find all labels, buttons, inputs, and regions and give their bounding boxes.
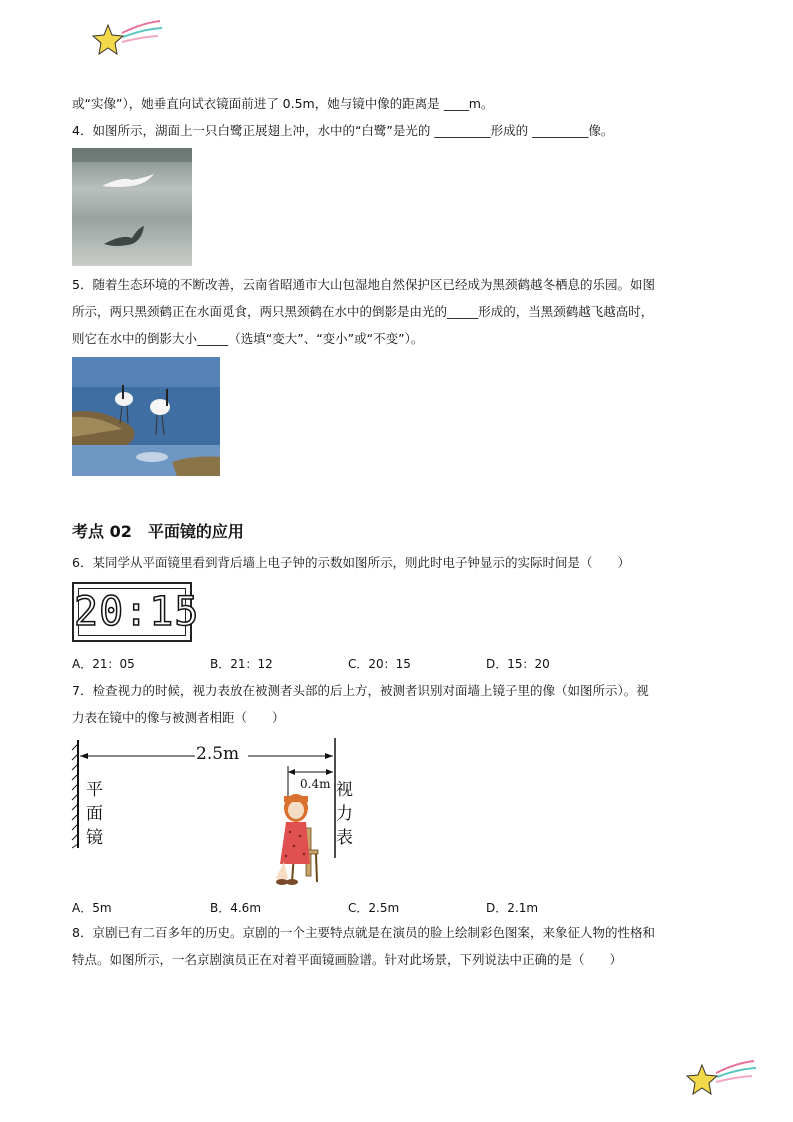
egret-photo xyxy=(72,148,192,266)
question-8-line2: 特点。如图所示，一名京剧演员正在对着平面镜画脸谱。针对此场景，下列说法中正确的是（ ） xyxy=(72,952,623,967)
question-7-line2: 力表在镜中的像与被测者相距（ ） xyxy=(72,710,285,725)
mirrored-clock xyxy=(72,582,200,642)
section-heading: 考点 02 平面镜的应用 xyxy=(72,522,244,541)
option-7d[interactable]: D．2.1m xyxy=(486,901,539,915)
eye-chart-label: 视 力 表 xyxy=(336,780,353,848)
shooting-star-icon xyxy=(684,1055,759,1100)
question-7-line1: 7．检查视力的时候，视力表放在被测者头部的后上方，被测者识别对面墙上镜子里的像（如图所示）。视 xyxy=(72,683,649,698)
option-7b[interactable]: B．4.6m xyxy=(210,901,262,915)
question-5-line2: 所示，两只黑颈鹤正在水面觅食，两只黑颈鹤在水中的倒影是由光的_____形成的，当黑颈鹤越飞越高时， xyxy=(72,304,654,319)
mirror-label: 平 面 镜 xyxy=(86,780,103,848)
option-7c[interactable]: C．2.5m xyxy=(348,901,400,915)
distance-small-label: 0.4m xyxy=(300,777,331,791)
option-7a[interactable]: A．5m xyxy=(72,901,112,915)
question-8-line1: 8．京剧已有二百多年的历史。京剧的一个主要特点就是在演员的脸上绘制彩色图案，来象征人物的性格和 xyxy=(72,925,655,940)
question-5-line1: 5．随着生态环境的不断改善，云南省昭通市大山包湿地自然保护区已经成为黑颈鹤越冬栖息的乐园。如图 xyxy=(72,277,655,292)
option-6d[interactable]: D．15：20 xyxy=(486,657,550,671)
seated-person-icon xyxy=(276,794,318,885)
distance-total-label: 2.5m xyxy=(196,744,240,764)
question-6-text: 6．某同学从平面镜里看到背后墙上电子钟的示数如图所示，则此时电子钟显示的实际时间是（ ） xyxy=(72,555,630,570)
option-6a[interactable]: A．21：05 xyxy=(72,657,135,671)
option-6c[interactable]: C．20：15 xyxy=(348,657,411,671)
clock-digits: 20:15 xyxy=(74,589,200,635)
crane-photo xyxy=(72,357,220,476)
option-6b[interactable]: B．21：12 xyxy=(210,657,273,671)
question-3-tail: 或“实像”），她垂直向试衣镜面前进了 0.5m，她与镜中像的距离是 ____m。 xyxy=(72,96,494,111)
shooting-star-icon xyxy=(90,15,165,60)
question-5-line3: 则它在水中的倒影大小_____（选填“变大”、“变小”或“不变”）。 xyxy=(72,331,424,346)
question-4-text: 4．如图所示，湖面上一只白鹭正展翅上冲，水中的“白鹭”是光的 _________形成的 _________像。 xyxy=(72,123,614,138)
